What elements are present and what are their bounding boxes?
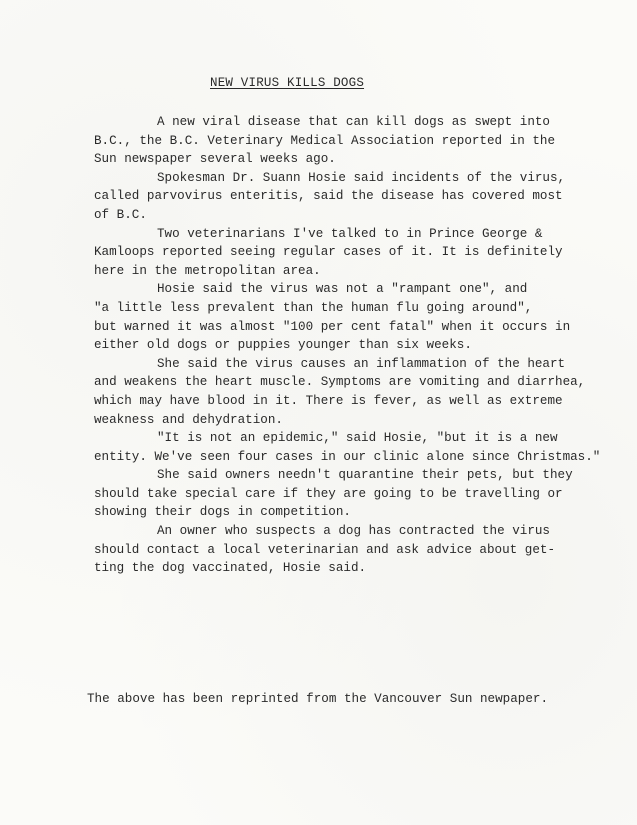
text-line: Hosie said the virus was not a "rampant one", and xyxy=(157,282,528,297)
text-line: A new viral disease that can kill dogs as swept into xyxy=(157,115,550,129)
text-line: entity. We've seen four cases in our clinic alone since Christmas." xyxy=(94,449,601,464)
text-line: An owner who suspects a dog has contracted the virus xyxy=(157,524,550,539)
text-line: "a little less prevalent than the human flu going around", xyxy=(94,300,533,315)
text-line: She said owners needn't quarantine their pets, but they xyxy=(157,468,573,483)
text-line: either old dogs or puppies younger than six weeks. xyxy=(94,338,472,353)
text-line: of B.C. xyxy=(94,207,147,222)
text-line: called parvovirus enteritis, said the disease has covered most xyxy=(94,189,563,204)
text-line: ting the dog vaccinated, Hosie said. xyxy=(94,561,367,576)
text-line: here in the metropolitan area. xyxy=(94,263,321,278)
document-title: NEW VIRUS KILLS DOGS xyxy=(210,76,365,90)
text-line: Kamloops reported seeing regular cases of it. It is definitely xyxy=(94,245,563,260)
text-line: showing their dogs in competition. xyxy=(94,505,351,520)
text-line: and weakens the heart muscle. Symptoms are vomiting and diarrhea, xyxy=(94,375,586,390)
text-line: Sun newspaper several weeks ago. xyxy=(94,152,336,167)
text-line: should take special care if they are going to be travelling or xyxy=(94,486,563,501)
text-line: "It is not an epidemic," said Hosie, "but it is a new xyxy=(157,431,558,446)
reprint-note: The above has been reprinted from the Vancouver Sun newpaper. xyxy=(87,692,549,706)
article-body xyxy=(94,113,614,578)
text-line: but warned it was almost "100 per cent fatal" when it occurs in xyxy=(94,319,571,334)
text-line: Two veterinarians I've talked to in Prince George & xyxy=(157,226,543,241)
text-line: which may have blood in it. There is fever, as well as extreme xyxy=(94,393,563,408)
text-line: should contact a local veterinarian and ask advice about get- xyxy=(94,542,556,557)
text-line: Spokesman Dr. Suann Hosie said incidents of the virus, xyxy=(157,170,566,185)
text-line: weakness and dehydration. xyxy=(94,412,283,427)
text-line: B.C., the B.C. Veterinary Medical Association reported in the xyxy=(94,133,556,148)
text-line: She said the virus causes an inflammation of the heart xyxy=(157,356,566,371)
